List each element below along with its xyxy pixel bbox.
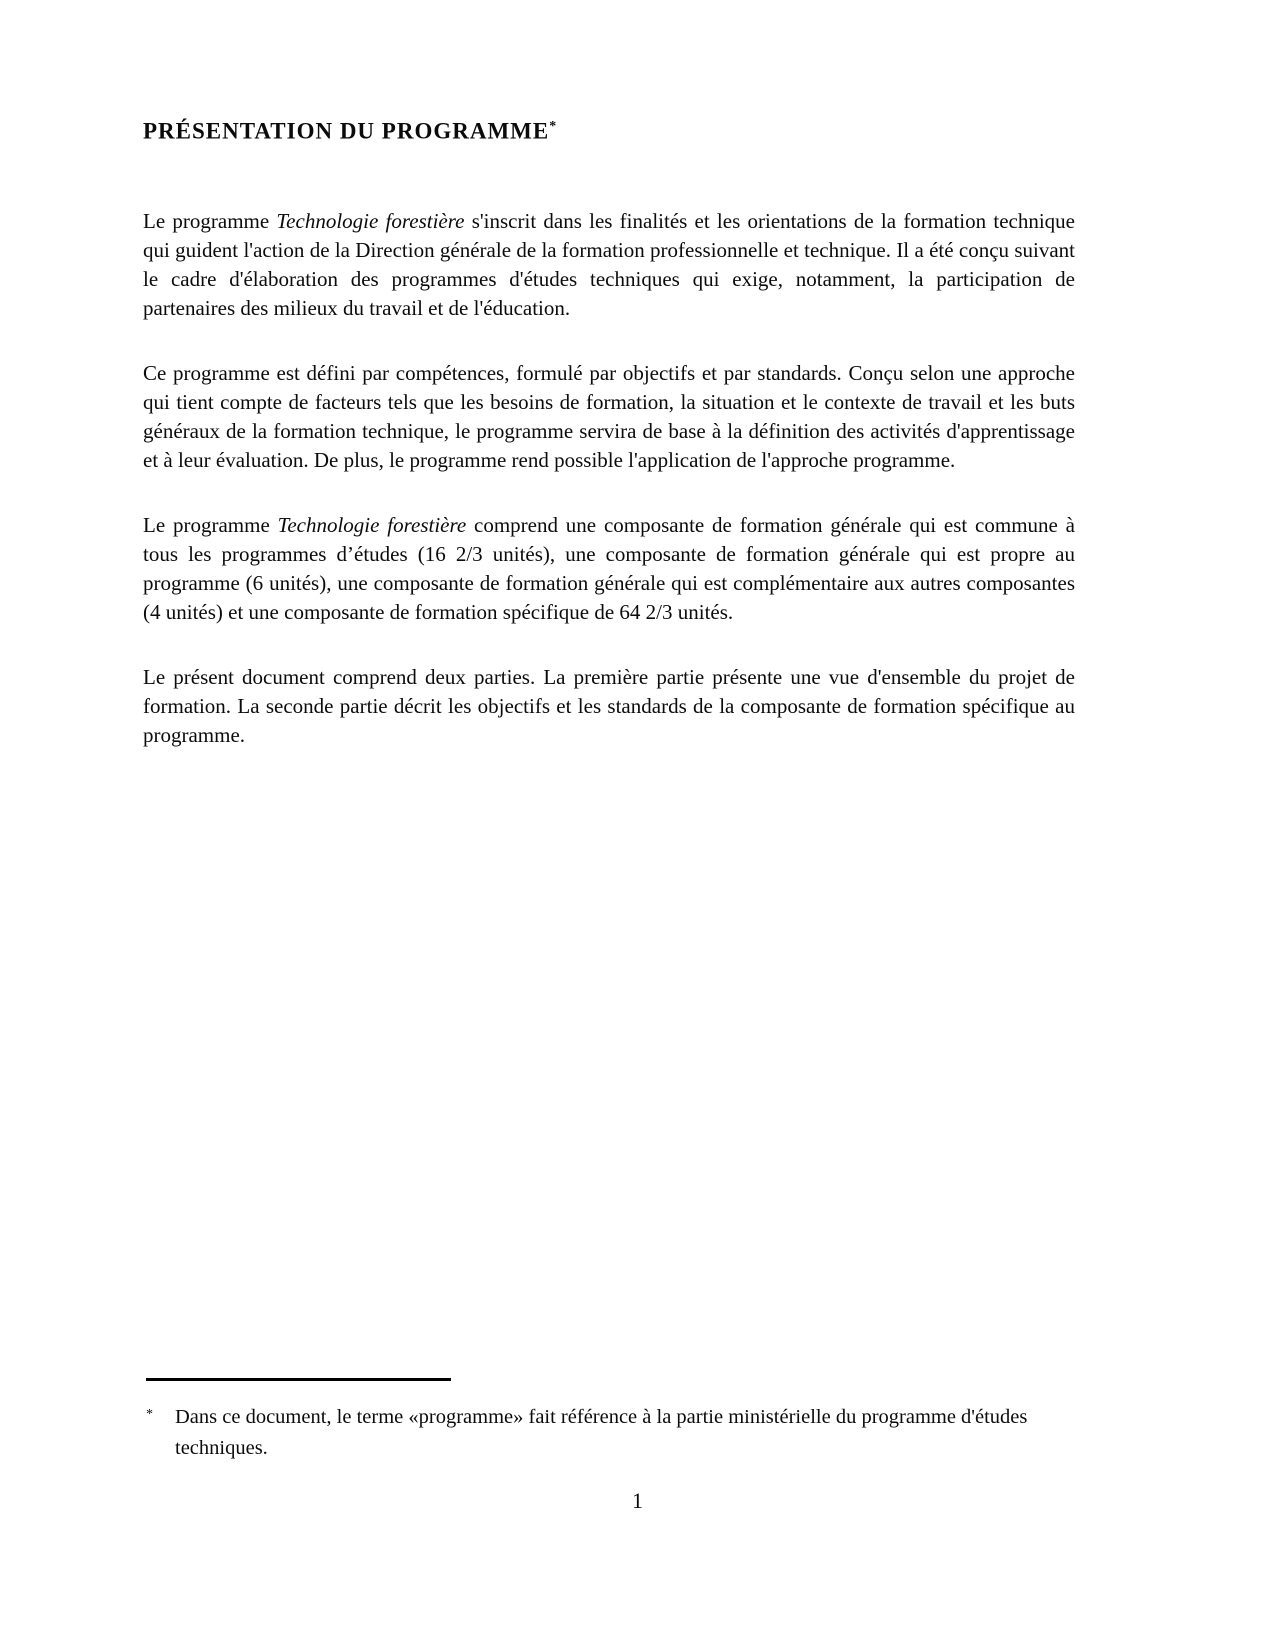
footnote-text: Dans ce document, le terme «programme» fait référence à la partie ministérielle du programme d'études techniques. xyxy=(175,1406,1028,1459)
paragraph-3-suffix: comprend une composante de formation générale qui est commune à tous les programmes d’études (16 2/3 unités), une composante de formation générale qui est propre au programme (6 unités), une composante de formation générale qui est complémentaire aux autres composantes (4 unités) et une composante de formation spécifique de 64 2/3 unités. xyxy=(143,512,1075,624)
page-title-text: PRÉSENTATION DU PROGRAMME xyxy=(143,118,550,144)
program-name-emphasis: Technologie forestière xyxy=(276,208,465,233)
page-title xyxy=(143,112,1075,147)
paragraph-1-suffix: s'inscrit dans les finalités et les orientations de la formation technique qui guident l'action de la Direction générale de la formation professionnelle et technique. Il a été conçu suivant le cadre d'élaboration des programmes d'études techniques qui exige, notamment, la participation de partenaires des milieux du travail et de l'éducation. xyxy=(143,208,1075,320)
body-paragraph-1 xyxy=(143,207,1075,323)
body-paragraph-2: Ce programme est défini par compétences, formulé par objectifs et par standards. Conçu selon une approche qui tient compte de facteurs tels que les besoins de formation, la situation et le contexte de travail et les buts généraux de la formation technique, le programme servira de base à la définition des activités d'apprentissage et à leur évaluation. De plus, le programme rend possible l'application de l'approche programme. xyxy=(143,360,1075,472)
body-paragraph-4: Le présent document comprend deux parties. La première partie présente une vue d'ensemble du projet de formation. La seconde partie décrit les objectifs et les standards de la composante de formation spécifique au programme. xyxy=(143,664,1075,747)
program-name-emphasis: Technologie forestière xyxy=(277,512,467,537)
page-number: 1 xyxy=(632,1488,643,1513)
paragraph-3-prefix: Le programme xyxy=(143,512,278,537)
footnote-marker: * xyxy=(146,1407,153,1422)
page-content xyxy=(143,112,1075,786)
footnote xyxy=(146,1402,1051,1464)
footnote-separator xyxy=(146,1378,451,1381)
title-footnote-marker: * xyxy=(549,119,557,134)
paragraph-1-prefix: Le programme xyxy=(143,208,277,233)
body-paragraph-3 xyxy=(143,511,1075,627)
